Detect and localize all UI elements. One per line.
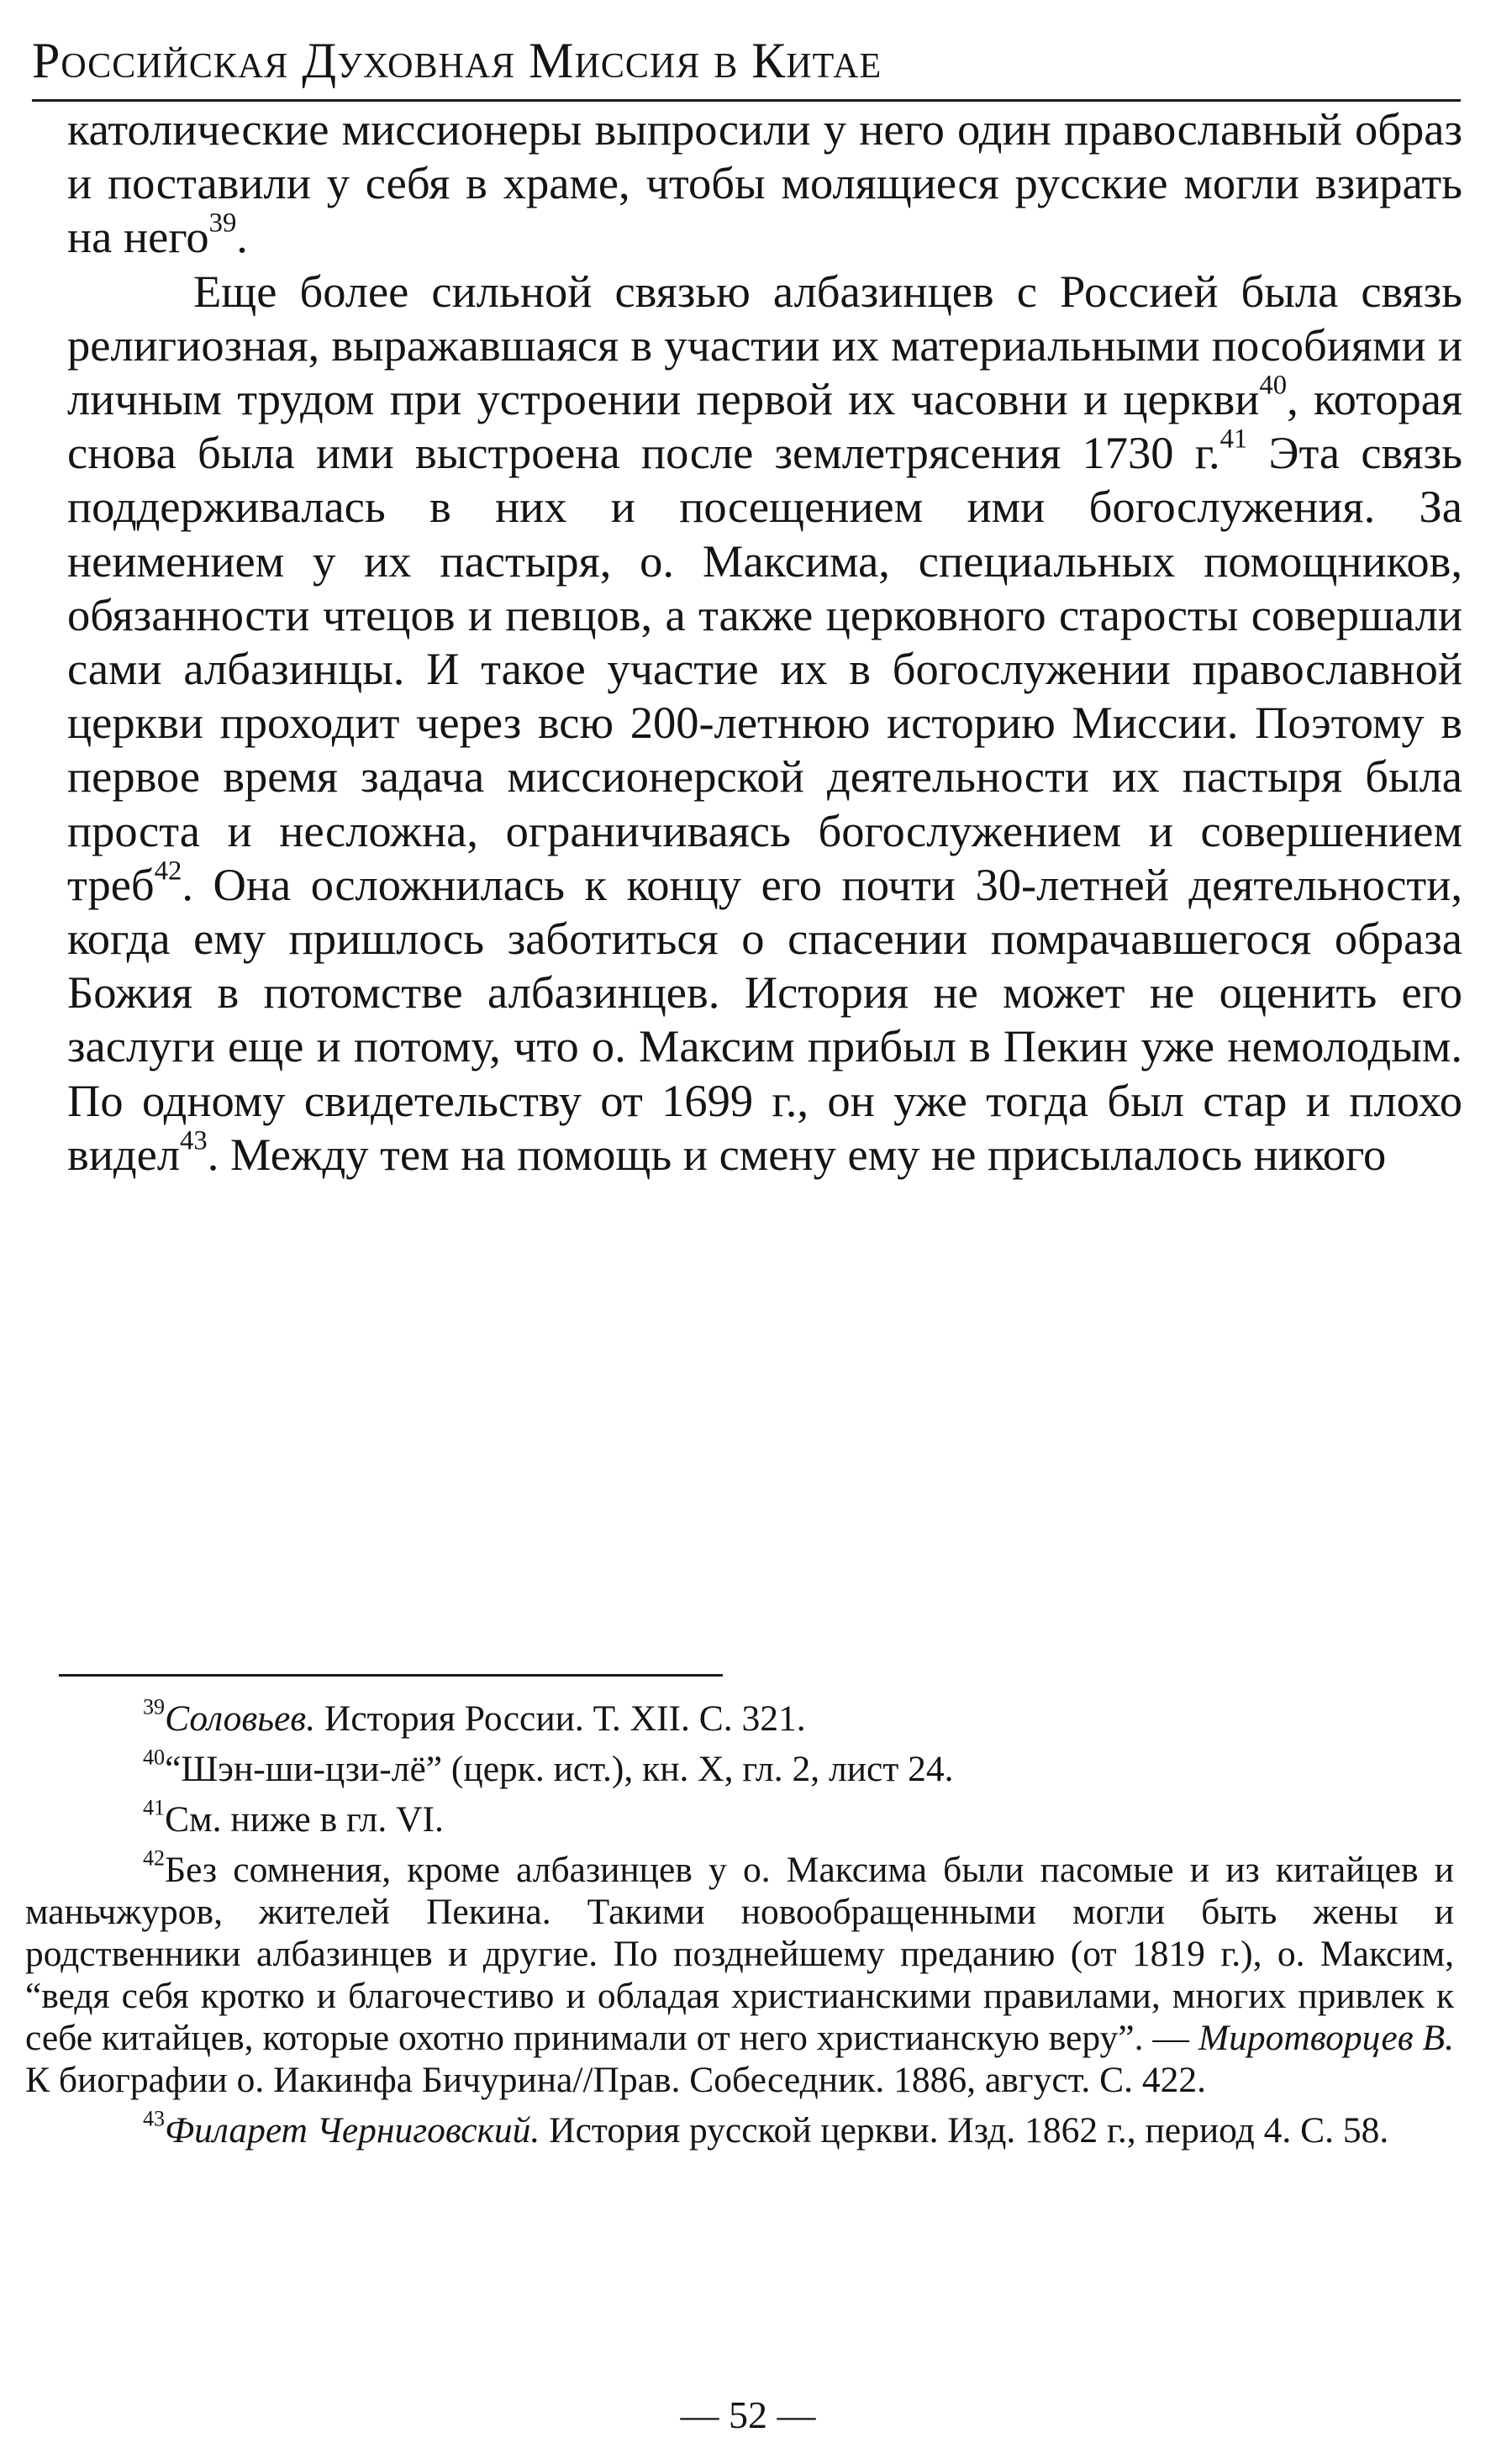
footnote-number: 41 — [143, 1795, 166, 1820]
footnote-text-end: К биографии о. Иакинфа Бичурина//Прав. Собеседник. 1886, август. С. 422. — [25, 2060, 1207, 2100]
paragraph-1 — [67, 103, 1462, 265]
footnote-ref-43[interactable]: 43 — [180, 1125, 208, 1156]
footnote-author: Миротворцев В. — [1198, 2018, 1454, 2058]
footnote-ref-39[interactable]: 39 — [208, 208, 237, 239]
paragraph-1-end: . — [236, 211, 248, 263]
paragraph-1-text: католические миссионеры выпросили у него один православный образ и поставили у себя в храме, чтобы молящиеся русские могли взирать на него — [67, 103, 1462, 263]
running-header — [32, 30, 1461, 102]
paragraph-2-text-e: . Между тем на помощь и смену ему не присылалось никого — [207, 1128, 1387, 1180]
footnote-41 — [25, 1795, 1454, 1840]
running-title: Российская Духовная Миссия в Китае — [32, 33, 882, 88]
footnote-ref-41[interactable]: 41 — [1219, 424, 1248, 455]
footnote-42 — [25, 1845, 1454, 2101]
footnote-number: 42 — [143, 1845, 166, 1871]
footnote-text: Без сомнения, кроме албазинцев у о. Максима были пасомые и из китайцев и маньчжуров, жителей Пекина. Такими новообращенными могли быть жены и родственники албазинцев и другие. По позднейшему преданию (от 1819 г.), о. Максим, “ведя себя кротко и благочестиво и обладая христианскими правилами, многих привлек к себе китайцев, которые охотно принимали от него христианскую веру”. — — [25, 1850, 1454, 2058]
paragraph-2 — [67, 265, 1462, 1182]
footnote-ref-42[interactable]: 42 — [154, 856, 182, 887]
footnote-40 — [25, 1745, 1454, 1790]
footnote-43 — [25, 2106, 1454, 2151]
footnote-number: 39 — [143, 1694, 166, 1719]
page-number: — 52 — — [680, 2393, 816, 2436]
paragraph-2-text-c: Эта связь поддерживалась в них и посещением ими богослужения. За неимением у их пастыря, о. Максима, специальных помощников, обязанности чтецов и певцов, а также церковного старосты совершали сами албазинцы. И такое участие их в богослужении православной церкви проходит через всю 200-летнюю историю Миссии. Поэтому в первое время задача миссионерской деятельности их пастыря была проста и несложна, ограничиваясь богослужением и совершением треб — [67, 427, 1462, 910]
paragraph-2-text-a: Еще более сильной связью албазинцев с Россией была связь религиозная, выражавшаяся в участии их материальными пособиями и личным трудом при устроении первой их часовни и церкви — [67, 265, 1462, 425]
footnote-author: Соловьев. — [165, 1698, 316, 1739]
footnote-separator — [59, 1674, 723, 1677]
footnote-text: История русской церкви. Изд. 1862 г., период 4. С. 58. — [540, 2110, 1389, 2151]
footnote-author: Филарет Черниговский. — [165, 2110, 540, 2151]
footnote-text: “Шэн-ши-цзи-лё” (церк. ист.), кн. X, гл. 2, лист 24. — [165, 1749, 954, 1789]
footnote-text: См. ниже в гл. VI. — [165, 1799, 444, 1840]
footnote-ref-40[interactable]: 40 — [1259, 370, 1288, 401]
footnote-number: 40 — [143, 1745, 166, 1770]
paragraph-2-text-d: . Она осложнилась к концу его почти 30-летней деятельности, когда ему пришлось заботиться о спасении помрачавшегося образа Божия в потомстве албазинцев. История не может не оценить его заслуги еще и потому, что о. Максим прибыл в Пекин уже немолодым. По одному свидетельству от 1699 г., он уже тогда был стар и плохо видел — [67, 858, 1462, 1180]
footnote-39 — [25, 1694, 1454, 1740]
main-text — [67, 103, 1462, 1182]
footnotes — [25, 1694, 1454, 2151]
paragraph-2-text-b: , которая снова была ими выстроена после землетрясения 1730 г. — [67, 373, 1462, 479]
footnote-text: История России. Т. XII. С. 321. — [315, 1698, 806, 1739]
footnote-number: 43 — [143, 2106, 166, 2131]
